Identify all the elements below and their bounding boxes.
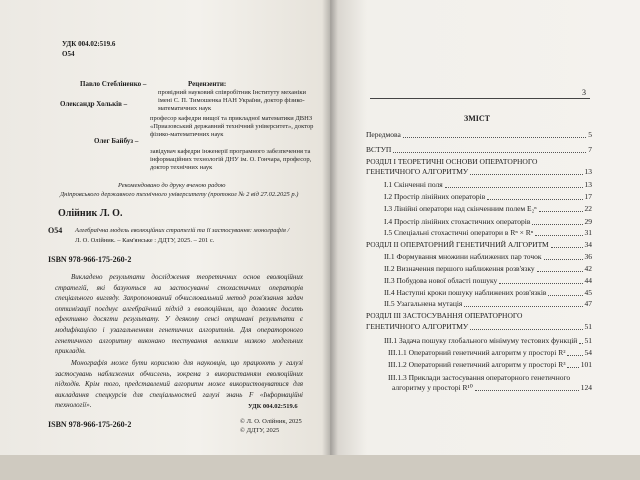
toc-leader — [470, 174, 583, 175]
toc-entry-text: І.4 Простір лінійних стохастичних операторів — [384, 217, 531, 226]
recommended-line-2: Дніпровського державного технічного університету (протокол № 2 від 27.02.2025 р.) — [60, 191, 299, 198]
right-page — [330, 0, 640, 480]
book-ref-line-1: Алгебраїчна модель еволюційних стратегій та її застосування: монографія / — [75, 227, 290, 234]
toc-entry-page: 29 — [584, 217, 592, 226]
code-top: О54 — [62, 50, 75, 58]
toc-entry-text: ВСТУП — [366, 145, 392, 154]
toc-entry-page: 54 — [584, 348, 592, 357]
toc-leader — [544, 259, 583, 260]
toc-entry-text: ГЕНЕТИЧНОГО АЛГОРИТМУ — [366, 167, 469, 176]
toc-leader — [470, 329, 583, 330]
reviewer-line: «Приазовський державний технічний університет», доктор — [150, 123, 314, 130]
toc-entry-page: 34 — [584, 240, 592, 249]
toc-entry-text: ІІ.1 Формування множини наближених пар точок — [384, 252, 542, 261]
toc-entry-page: 31 — [584, 228, 592, 237]
toc-entry-text: ГЕНЕТИЧНОГО АЛГОРИТМУ — [366, 322, 469, 331]
toc-entry-page: 47 — [584, 299, 592, 308]
table-surface — [0, 455, 640, 480]
reviewer-line: професор кафедри вищої та прикладної математики ДВНЗ — [150, 115, 313, 122]
toc-entry-text: І.2 Простір лінійних операторів — [384, 192, 486, 201]
toc-entry-text: ІІІ.1 Задача пошуку глобального мінімуму тестових функцій — [384, 336, 578, 345]
toc-leader — [487, 199, 583, 200]
reviewer-name: Олег Байбуз – — [94, 137, 139, 145]
toc-leader — [567, 367, 579, 368]
udk-top: УДК 004.02:519.6 — [62, 40, 116, 48]
toc-entry-page: 42 — [584, 264, 592, 273]
toc-leader — [393, 152, 586, 153]
udk-bottom: УДК 004.02:519.6 — [248, 403, 298, 410]
author-name: Олійник Л. О. — [58, 208, 123, 219]
reviewer-line: імені С. П. Тимошенка НАН України, доктор фізико- — [158, 97, 305, 104]
reviewer-name: Павло Стебліненко – — [80, 80, 147, 88]
reviewer-line: доктор технічних наук — [150, 164, 213, 171]
toc-entry-page: 51 — [584, 336, 592, 345]
toc-entry-text: ІІІ.1.1 Операторний генетичний алгоритм у просторі R² — [388, 348, 566, 357]
reviewer-line: інформаційних технологій ДНУ ім. О. Гончара, професор, — [150, 156, 312, 163]
reviewer-line: провідний науковий співробітник Інституту механіки — [158, 89, 307, 96]
toc-entry-text: ІІІ.1.3 Приклади застосування операторного генетичного — [388, 373, 571, 382]
reviewer-name: Олександр Хольків – — [60, 100, 128, 108]
toc-entry-page: 13 — [584, 180, 592, 189]
toc-entry-text: РОЗДІЛ ІІІ ЗАСТОСУВАННЯ ОПЕРАТОРНОГО — [366, 311, 523, 320]
toc-leader — [539, 211, 583, 212]
toc-entry-page: 45 — [584, 288, 592, 297]
copyright-line-2: © ДДТУ, 2025 — [240, 427, 280, 434]
book-gutter — [322, 0, 338, 480]
isbn-bottom: ISBN 978-966-175-260-2 — [48, 420, 132, 429]
reviewer-line: завідувач кафедри інженерії програмного забезпечення та — [150, 148, 311, 155]
toc-leader — [445, 187, 583, 188]
toc-leader — [567, 355, 583, 356]
toc-leader — [535, 235, 583, 236]
toc-entry-text: ІІ.4 Наступні кроки пошуку наближених розв'язків — [384, 288, 547, 297]
toc-leader — [548, 295, 583, 296]
toc-entry-text: РОЗДІЛ І ТЕОРЕТИЧНІ ОСНОВИ ОПЕРАТОРНОГО — [366, 157, 538, 166]
toc-entry-page: 17 — [584, 192, 592, 201]
toc-entry-page: 22 — [584, 204, 592, 213]
toc-entry-text: ІІ.2 Визначення першого наближення розв'язку — [384, 264, 535, 273]
copyright-line-1: © Л. О. Олійник, 2025 — [240, 418, 302, 425]
toc-entry-page: 51 — [584, 322, 592, 331]
toc-entry-text: І.1 Скінченні поля — [384, 180, 443, 189]
toc-entry-text: ІІІ.1.2 Операторний генетичний алгоритм у просторі R³ — [388, 360, 566, 369]
toc-leader — [551, 247, 583, 248]
toc-entry-page: 124 — [580, 383, 592, 392]
toc-leader — [579, 343, 583, 344]
toc-entry-page: 5 — [588, 130, 592, 139]
toc-entry-page: 13 — [584, 167, 592, 176]
toc-leader — [537, 271, 583, 272]
toc-leader — [499, 283, 583, 284]
toc-entry-text: РОЗДІЛ ІІ ОПЕРАТОРНИЙ ГЕНЕТИЧНИЙ АЛГОРИТМ — [366, 240, 549, 249]
toc-leader — [464, 306, 583, 307]
toc-entry-page: 101 — [580, 360, 592, 369]
reviewer-line: фізико-математичних наук — [150, 131, 224, 138]
abstract-paragraph-1: Викладено результати дослідження теоретичних основ еволюційних стратегій, які базуються на застосуванні стохастичних операторів спеціального вигляду. Запропонований обчислювальний метод розв'язання задач оптимізації поєднує алгебраїчний підхід з еволюційним, що дозволяє досить ефективно досягти результату. У деякому сенсі отримані результати є модифікацією і узагальненням генетичних алгоритмів. Для оператороного генетичного алгоритму виконано тестування великим низкою модельних прикладів. — [55, 273, 303, 356]
toc-entry-text: І.5 Спеціальні стохастичні оператори в Rⁿ × Rⁿ — [384, 228, 534, 237]
toc-entry-text: І.3 Лінійні оператори над скінченним полем E₂ⁿ — [384, 204, 537, 213]
toc-entry-text: Передмова — [366, 130, 401, 139]
toc-entry-page: 36 — [584, 252, 592, 261]
isbn: ISBN 978-966-175-260-2 — [48, 255, 132, 264]
toc-leader — [532, 224, 583, 225]
reviewers-label: Рецензенти: — [188, 80, 227, 88]
book-ref-line-2: Л. О. Олійник. – Кам'янське : ДДТУ, 2025. – 201 с. — [75, 237, 215, 244]
toc-leader — [403, 137, 586, 138]
toc-title: ЗМІСТ — [464, 114, 490, 123]
toc-entry-page: 7 — [588, 145, 592, 154]
code-ref: О54 — [48, 226, 63, 235]
abstract-paragraph-2: Монографія може бути корисною для науковців, що працюють у галузі застосувань наближених обчислень, зокрема з використанням еволюційних підходів. Крім того, представлений алгоритм може використовуватися для викладання спецкурсів для спеціальностей галузі знань F «Інформаційні технології». — [55, 359, 303, 410]
page-number: 3 — [582, 88, 586, 97]
toc-entry-text: ІІ.5 Узагальнена мутація — [384, 299, 463, 308]
recommended-line-1: Рекомендовано до друку вченою радою — [118, 182, 226, 189]
toc-entry-text: алгоритму у просторі R¹⁰ — [392, 383, 473, 392]
header-rule — [370, 98, 590, 99]
reviewer-line: математичних наук — [158, 105, 212, 112]
toc-entry-page: 44 — [584, 276, 592, 285]
toc-leader — [475, 390, 579, 391]
toc-entry-text: ІІ.3 Побудова нової області пошуку — [384, 276, 498, 285]
